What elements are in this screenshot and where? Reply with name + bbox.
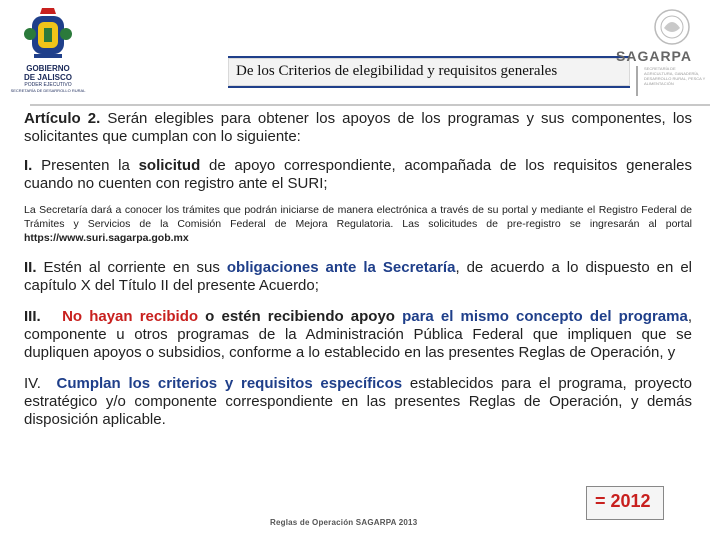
paragraph-note [24,203,692,245]
year-badge [586,486,664,520]
item-2-label: II. [24,259,37,276]
item-1-label: I. [24,157,33,174]
item-3-label: III. [24,308,41,325]
paragraph-item-3 [24,308,692,362]
sagarpa-name: SAGARPA [616,48,692,64]
jalisco-line3: PODER EJECUTIVO [24,82,72,88]
item-1-text-b: de apoyo correspondiente, acompañada de los requisitos generales cuando no cuenten con registro ante el SURI; [24,157,692,192]
portal-url: https://www.suri.sagarpa.gob.mx [24,232,189,244]
footer-text: Reglas de Operación SAGARPA 2013 [270,518,418,527]
paragraph-item-2 [24,259,692,295]
item-3-blue: para el mismo concepto del programa [402,308,688,325]
jalisco-line4: SECRETARÍA DE DESARROLLO RURAL [10,88,86,93]
item-2-text-b: , de acuerdo a lo dispuesto en el capítulo X del Título II del presente Acuerdo; [24,259,692,294]
paragraph-item-1 [24,157,692,193]
item-4-label: IV. [24,375,41,392]
sagarpa-logo [612,6,720,102]
mexico-seal-icon [652,8,692,46]
sagarpa-sub: SECRETARÍA DE AGRICULTURA, GANADERÍA, DESARROLLO RURAL, PESCA Y ALIMENTACIÓN [644,66,706,86]
jalisco-logo [6,6,90,106]
item-3-bold: o estén recibiendo apoyo [198,308,403,325]
paragraph-article-2 [24,110,692,146]
item-4-blue: Cumplan los criterios y requisitos específicos [56,375,403,392]
slide-title: De los Criterios de elegibilidad y requisitos generales [236,63,558,79]
item-1-text-a: Presenten la [32,157,139,174]
note-text: La Secretaría dará a conocer los trámites que podrán iniciarse de manera electrónica a través de su portal y mediante el Registro Federal de Trámites y Servicios de la Comisión Federal de Mejora Regulatoria. Las solicitudes de pre-registro se ingresarán al portal [24,204,692,230]
item-3-text-b: , componente u otros programas de la Administración Pública Federal que impliquen que se dupliquen apoyos o subsidios, conforme a lo establecido en las presentes Reglas de Operación, y [24,308,692,361]
header-divider [30,104,710,106]
article-label: Artículo 2. [24,110,101,127]
paragraph-item-4 [24,375,692,429]
item-2-blue: obligaciones ante la Secretaría [226,259,456,276]
sagarpa-divider [636,66,638,96]
item-4-text-b: establecidos para el programa, proyecto estratégico y/o componente correspondiente en las presentes Reglas de Operación, y demás disposición aplicable. [24,375,692,428]
jalisco-line1: GOBIERNO [26,64,70,73]
item-3-red: No hayan recibido [62,308,199,325]
item-1-bold: solicitud [138,157,201,174]
jalisco-line2: DE JALISCO [23,73,72,82]
article-text: Serán elegibles para obtener los apoyos de los programas y sus componentes, los solicitantes que cumplan con lo siguiente: [24,110,692,145]
year-badge-text: = 2012 [595,491,651,511]
slide-title-bar [228,56,630,88]
jalisco-crest-icon [20,6,76,64]
article-content [24,110,692,429]
item-2-text-a: Estén al corriente en sus [36,259,227,276]
